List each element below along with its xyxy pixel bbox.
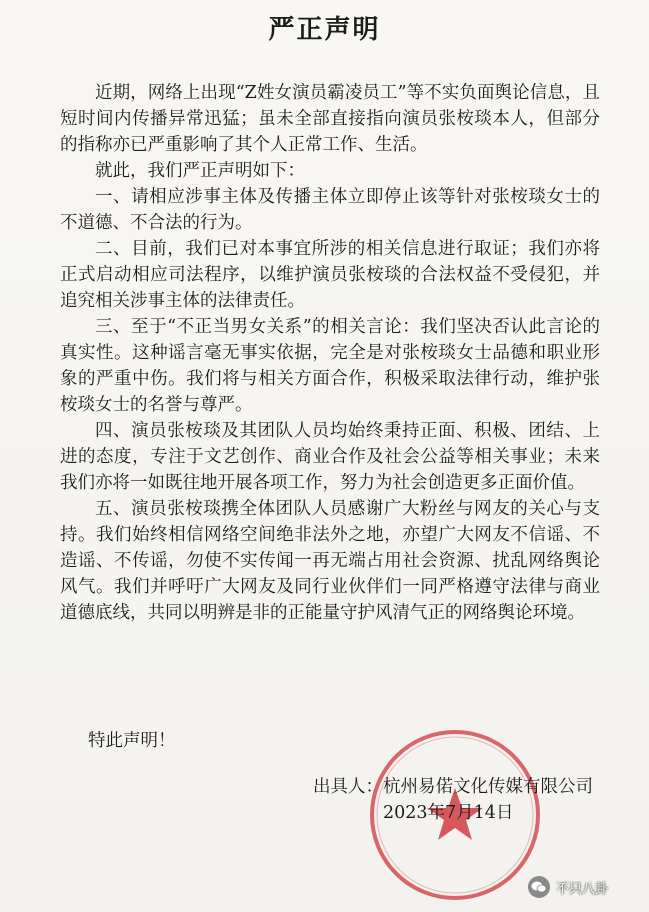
paragraph-intro: 近期，网络上出现“Z姓女演员霸凌员工”等不实负面舆论信息，且短时间内传播异常迅猛；虽未全部直接指向演员张桉琰本人，但部分的指称亦已严重影响了其个人正常工作、生活。 — [60, 83, 600, 155]
signature-block — [313, 774, 613, 826]
paragraph-declaration: 就此，我们严正声明如下： — [95, 161, 305, 181]
issue-date: 2023年7月14日 — [383, 803, 514, 823]
wechat-icon — [528, 876, 550, 898]
issuer-row — [313, 774, 613, 800]
paragraph-point-3: 三、至于“不正当男女关系”的相关言论：我们坚决否认此言论的真实性。这种谣言毫无事实依据，完全是对张桉琰女士品德和职业形象的严重中伤。我们将与相关方面合作，积极采取法律行动，维护张桉琰女士的名誉与尊严。 — [60, 317, 600, 415]
paragraph-point-2: 二、目前，我们已对本事宜所涉的相关信息进行取证；我们亦将正式启动相应司法程序，以维护演员张桉琰的合法权益不受侵犯，并追究相关涉事主体的法律责任。 — [60, 239, 600, 311]
paragraph-point-1: 一、请相应涉事主体及传播主体立即停止该等针对张桉琰女士的不道德、不合法的行为。 — [60, 187, 600, 233]
closing-statement: 特此声明！ — [88, 731, 176, 751]
watermark-text: 不只八卦 — [556, 881, 609, 897]
issuer-label: 出具人： — [313, 777, 383, 797]
source-watermark — [528, 874, 643, 900]
issuer-name: 杭州易偌文化传媒有限公司 — [383, 777, 593, 797]
paragraph-point-4: 四、演员张桉琰及其团队人员均始终秉持正面、积极、团结、上进的态度，专注于文艺创作、商业合作及社会公益等相关事业；未来我们亦将一如既往地开展各项工作，努力为社会创造更多正面价值。 — [60, 421, 600, 493]
document-body — [60, 80, 600, 626]
document-title: 严正声明 — [268, 15, 381, 45]
paragraph-point-5: 五、演员张桉琰携全体团队人员感谢广大粉丝与网友的关心与支持。我们始终相信网络空间绝非法外之地，亦望广大网友不信谣、不造谣、不传谣，勿使不实传闻一再无端占用社会资源、扰乱网络舆论风气。我们并呼吁广大网友及同行业伙伴们一同严格遵守法律与商业道德底线，共同以明辨是非的正能量守护风清气正的网络舆论环境。 — [60, 499, 600, 623]
